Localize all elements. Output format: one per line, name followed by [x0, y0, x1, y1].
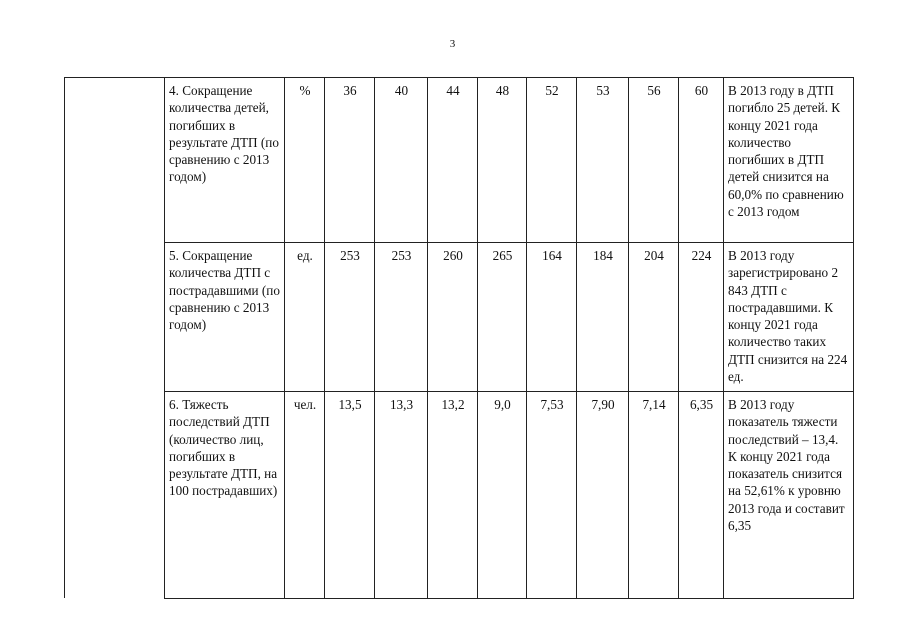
indicator-name: 4. Сокращение количества детей, погибших в результате ДТП (по сравнению с 2013 годом) [165, 78, 285, 243]
value-cell: 44 [428, 78, 478, 243]
value-cell: 7,14 [629, 392, 679, 599]
value-cell: 9,0 [478, 392, 527, 599]
value-cell: 36 [325, 78, 375, 243]
value-cell: 7,90 [577, 392, 629, 599]
indicator-name: 6. Тяжесть последствий ДТП (количество лиц, погибших в результате ДТП, на 100 пострадавших) [165, 392, 285, 599]
indicator-name: 5. Сокращение количества ДТП с пострадавшими (по сравнению с 2013 годом) [165, 243, 285, 392]
value-cell: 253 [325, 243, 375, 392]
value-cell: 6,35 [679, 392, 724, 599]
value-cell: 40 [375, 78, 428, 243]
indicator-unit: ед. [285, 243, 325, 392]
value-cell: 260 [428, 243, 478, 392]
value-cell: 48 [478, 78, 527, 243]
indicator-note: В 2013 году показатель тяжести последствий – 13,4. К концу 2021 года показатель снизится на 52,61% к уровню 2013 года и составит 6,35 [724, 392, 854, 599]
indicators-table [164, 77, 854, 599]
value-cell: 224 [679, 243, 724, 392]
indicator-note: В 2013 году зарегистрировано 2 843 ДТП с пострадавшими. К концу 2021 года количество таких ДТП снизится на 224 ед. [724, 243, 854, 392]
value-cell: 13,5 [325, 392, 375, 599]
value-cell: 164 [527, 243, 577, 392]
value-cell: 253 [375, 243, 428, 392]
value-cell: 52 [527, 78, 577, 243]
value-cell: 184 [577, 243, 629, 392]
table-row [165, 243, 854, 392]
value-cell: 13,2 [428, 392, 478, 599]
table-row [165, 392, 854, 599]
indicator-unit: чел. [285, 392, 325, 599]
value-cell: 56 [629, 78, 679, 243]
value-cell: 7,53 [527, 392, 577, 599]
value-cell: 265 [478, 243, 527, 392]
indicator-unit: % [285, 78, 325, 243]
table-left-column [64, 77, 164, 598]
value-cell: 60 [679, 78, 724, 243]
value-cell: 204 [629, 243, 679, 392]
indicator-note: В 2013 году в ДТП погибло 25 детей. К концу 2021 года количество погибших в ДТП детей снизится на 60,0% по сравнению с 2013 годом [724, 78, 854, 243]
page-number: 3 [449, 38, 456, 50]
value-cell: 53 [577, 78, 629, 243]
table-row [165, 78, 854, 243]
value-cell: 13,3 [375, 392, 428, 599]
